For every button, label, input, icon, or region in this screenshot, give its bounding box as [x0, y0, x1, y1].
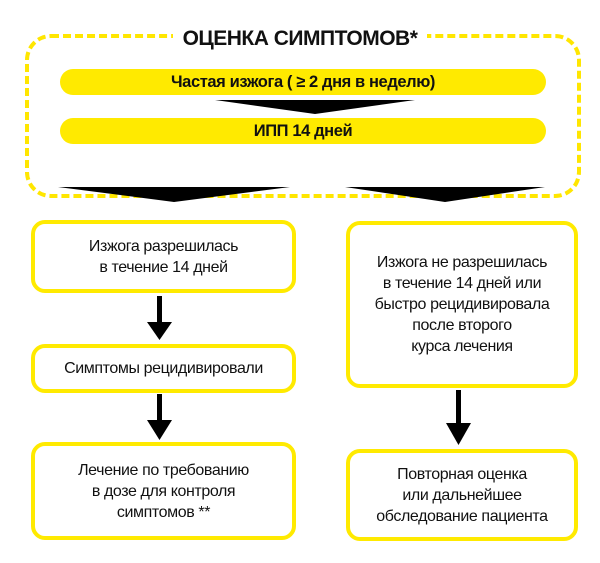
heartburn-not-resolved-box: [346, 221, 578, 388]
box-line: в течение 14 дней: [99, 258, 228, 276]
box-line: Изжога разрешилась: [88, 237, 239, 255]
box-line: обследование пациента: [376, 507, 548, 525]
symptoms-recurred-box: [31, 344, 296, 393]
chevron-arrow-left-icon: [58, 187, 290, 202]
chevron-arrow-icon: [215, 100, 415, 114]
chevron-arrow-right-icon: [345, 187, 545, 202]
arrow-down-icon: [147, 296, 172, 340]
box-line: быстро рецидивировала: [374, 296, 550, 313]
box-line: Лечение по требованию: [78, 461, 249, 479]
box-line: Изжога не разрешилась: [376, 254, 548, 271]
heartburn-resolved-box: [31, 220, 296, 293]
box-line: в дозе для контроля: [91, 482, 236, 500]
box-line: симптомов **: [116, 503, 211, 521]
reassessment-box: [346, 449, 578, 541]
box-line: после второго: [412, 317, 512, 334]
arrow-down-icon: [446, 390, 471, 445]
box-line: Симптомы рецидивировали: [64, 360, 263, 377]
arrow-down-icon: [147, 394, 172, 440]
on-demand-treatment-box: [31, 442, 296, 540]
ppi-14-days-bar: ИПП 14 дней: [60, 118, 546, 144]
box-line: в течение 14 дней или: [382, 275, 542, 292]
box-line: или дальнейшее: [402, 486, 522, 504]
box-line: Повторная оценка: [397, 465, 527, 483]
frequent-heartburn-bar: Частая изжога ( ≥ 2 дня в неделю): [60, 69, 546, 95]
title-text: ОЦЕНКА СИМПТОМОВ*: [173, 27, 428, 50]
box-line: курса лечения: [411, 338, 513, 355]
